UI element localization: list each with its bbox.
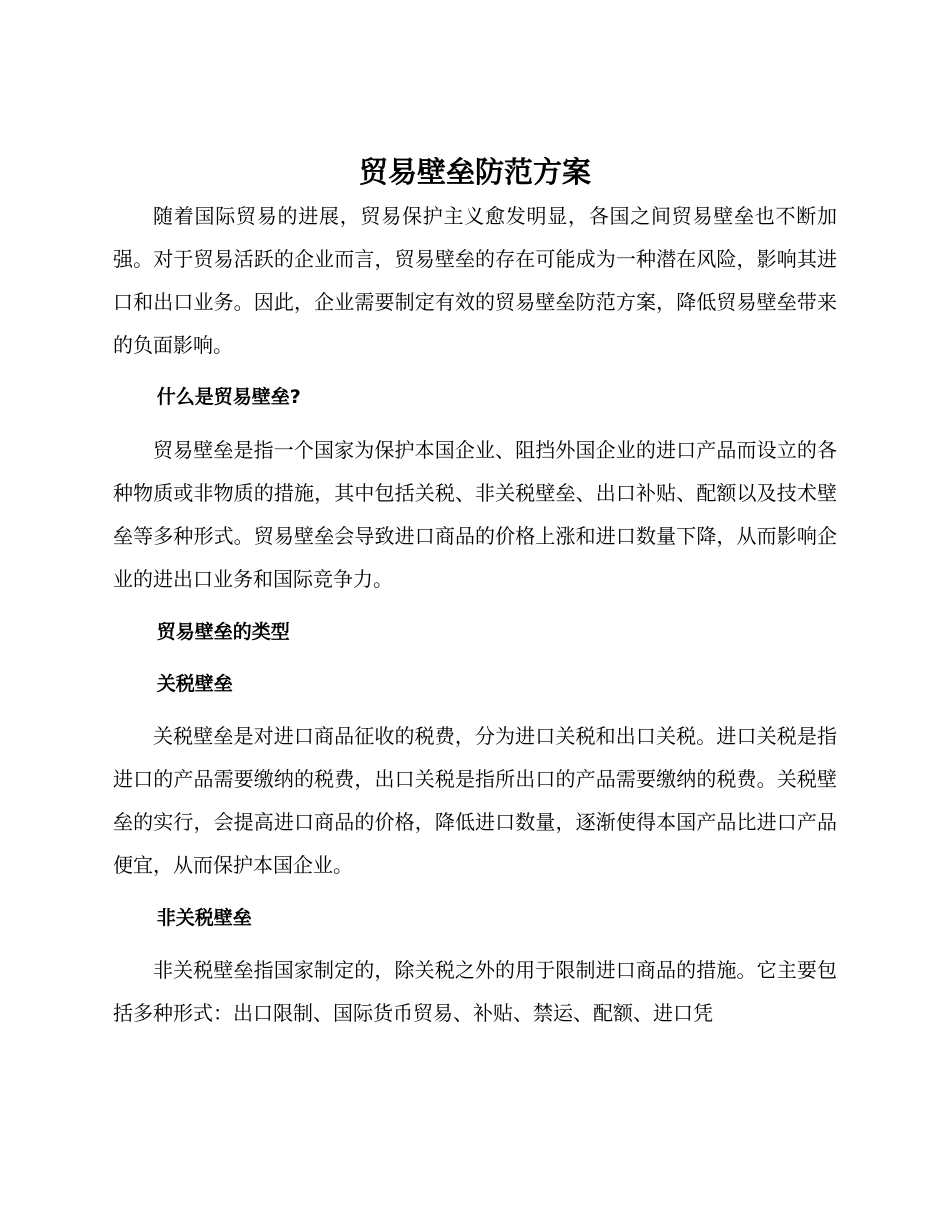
heading-what-is-trade-barrier: 什么是贸易壁垒? — [156, 386, 301, 408]
paragraph-non-tariff-barrier: 非关税壁垒指国家制定的，除关税之外的用于限制进口商品的措施。它主要包括多种形式：出口限制、国际货币贸易、补贴、禁运、配额、进口凭 — [113, 958, 837, 1025]
intro-paragraph: 随着国际贸易的进展，贸易保护主义愈发明显，各国之间贸易壁垒也不断加强。对于贸易活跃的企业而言，贸易壁垒的存在可能成为一种潜在风险，影响其进口和出口业务。因此，企业需要制定有效的贸易壁垒防范方案，降低贸易壁垒带来的负面影响。 — [113, 204, 837, 357]
document-title: 贸易壁垒防范方案 — [358, 155, 591, 189]
heading-trade-barrier-types: 贸易壁垒的类型 — [156, 621, 290, 643]
heading-tariff-barrier: 关税壁垒 — [156, 673, 233, 695]
document-body — [113, 150, 837, 1035]
paragraph-what-is-trade-barrier: 贸易壁垒是指一个国家为保护本国企业、阻挡外国企业的进口产品而设立的各种物质或非物质的措施，其中包括关税、非关税壁垒、出口补贴、配额以及技术壁垒等多种形式。贸易壁垒会导致进口商品的价格上涨和进口数量下降，从而影响企业的进出口业务和国际竞争力。 — [113, 438, 837, 591]
heading-non-tariff-barrier: 非关税壁垒 — [156, 907, 252, 929]
paragraph-tariff-barrier: 关税壁垒是对进口商品征收的税费，分为进口关税和出口关税。进口关税是指进口的产品需要缴纳的税费，出口关税是指所出口的产品需要缴纳的税费。关税壁垒的实行，会提高进口商品的价格，降低进口数量，逐渐使得本国产品比进口产品便宜，从而保护本国企业。 — [113, 724, 837, 877]
